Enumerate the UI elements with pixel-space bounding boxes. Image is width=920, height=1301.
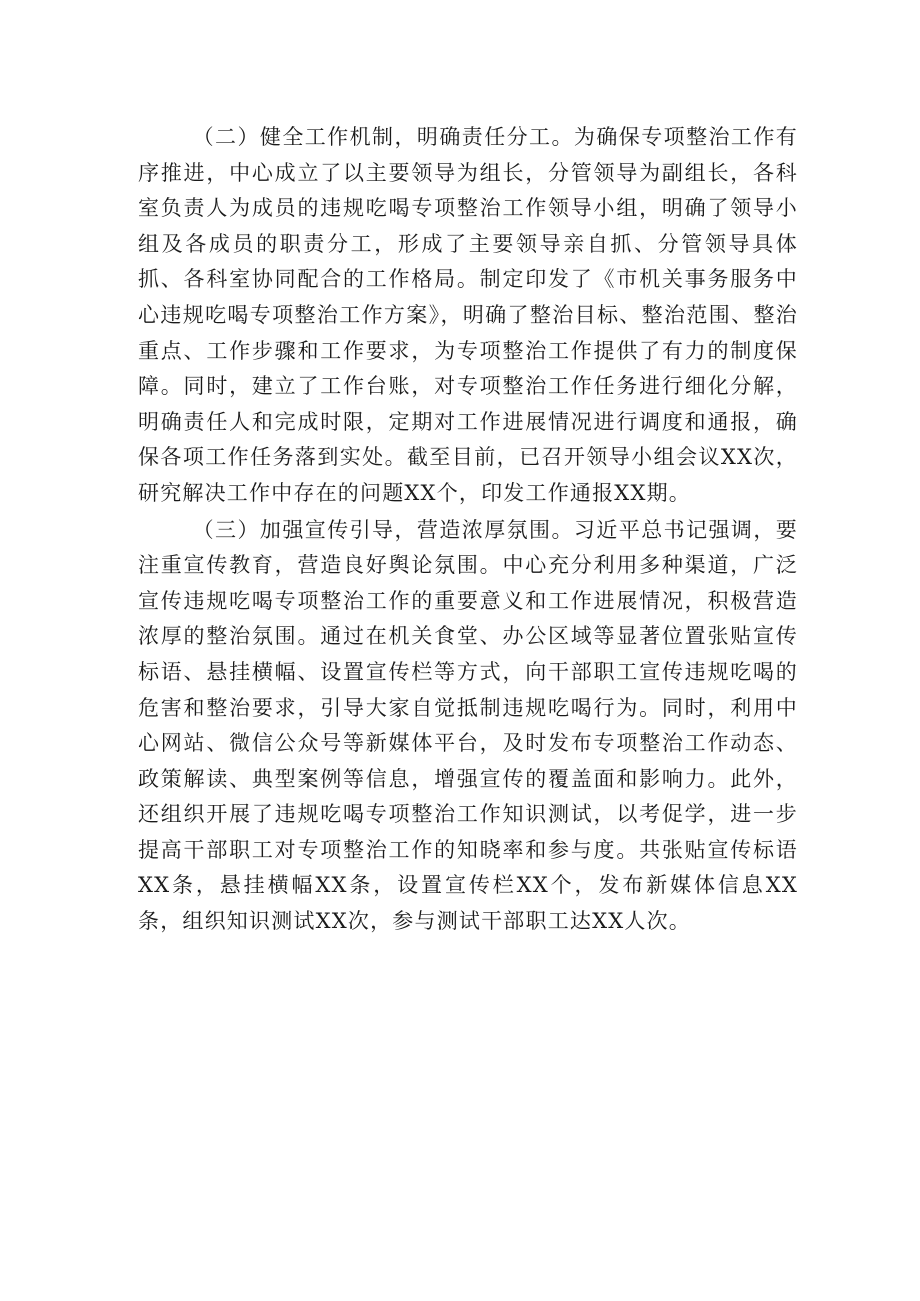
document-body <box>138 120 798 940</box>
paragraph-work-mechanism: （二）健全工作机制，明确责任分工。为确保专项整治工作有序推进，中心成立了以主要领导为组长，分管领导为副组长，各科室负责人为成员的违规吃喝专项整治工作领导小组，明确了领导小组及各成员的职责分工，形成了主要领导亲自抓、分管领导具体抓、各科室协同配合的工作格局。制定印发了《市机关事务服务中心违规吃喝专项整治工作方案》，明确了整治目标、整治范围、整治重点、工作步骤和工作要求，为专项整治工作提供了有力的制度保障。同时，建立了工作台账，对专项整治工作任务进行细化分解，明确责任人和完成时限，定期对工作进展情况进行调度和通报，确保各项工作任务落到实处。截至目前，已召开领导小组会议XX次，研究解决工作中存在的问题XX个，印发工作通报XX期。 <box>138 125 798 505</box>
paragraph-publicity-guidance: （三）加强宣传引导，营造浓厚氛围。习近平总书记强调，要注重宣传教育，营造良好舆论氛围。中心充分利用多种渠道，广泛宣传违规吃喝专项整治工作的重要意义和工作进展情况，积极营造浓厚的整治氛围。通过在机关食堂、办公区域等显著位置张贴宣传标语、悬挂横幅、设置宣传栏等方式，向干部职工宣传违规吃喝的危害和整治要求，引导大家自觉抵制违规吃喝行为。同时，利用中心网站、微信公众号等新媒体平台，及时发布专项整治工作动态、政策解读、典型案例等信息，增强宣传的覆盖面和影响力。此外，还组织开展了违规吃喝专项整治工作知识测试，以考促学，进一步提高干部职工对专项整治工作的知晓率和参与度。共张贴宣传标语XX条，悬挂横幅XX条，设置宣传栏XX个，发布新媒体信息XX条，组织知识测试XX次，参与测试干部职工达XX人次。 <box>138 517 798 934</box>
